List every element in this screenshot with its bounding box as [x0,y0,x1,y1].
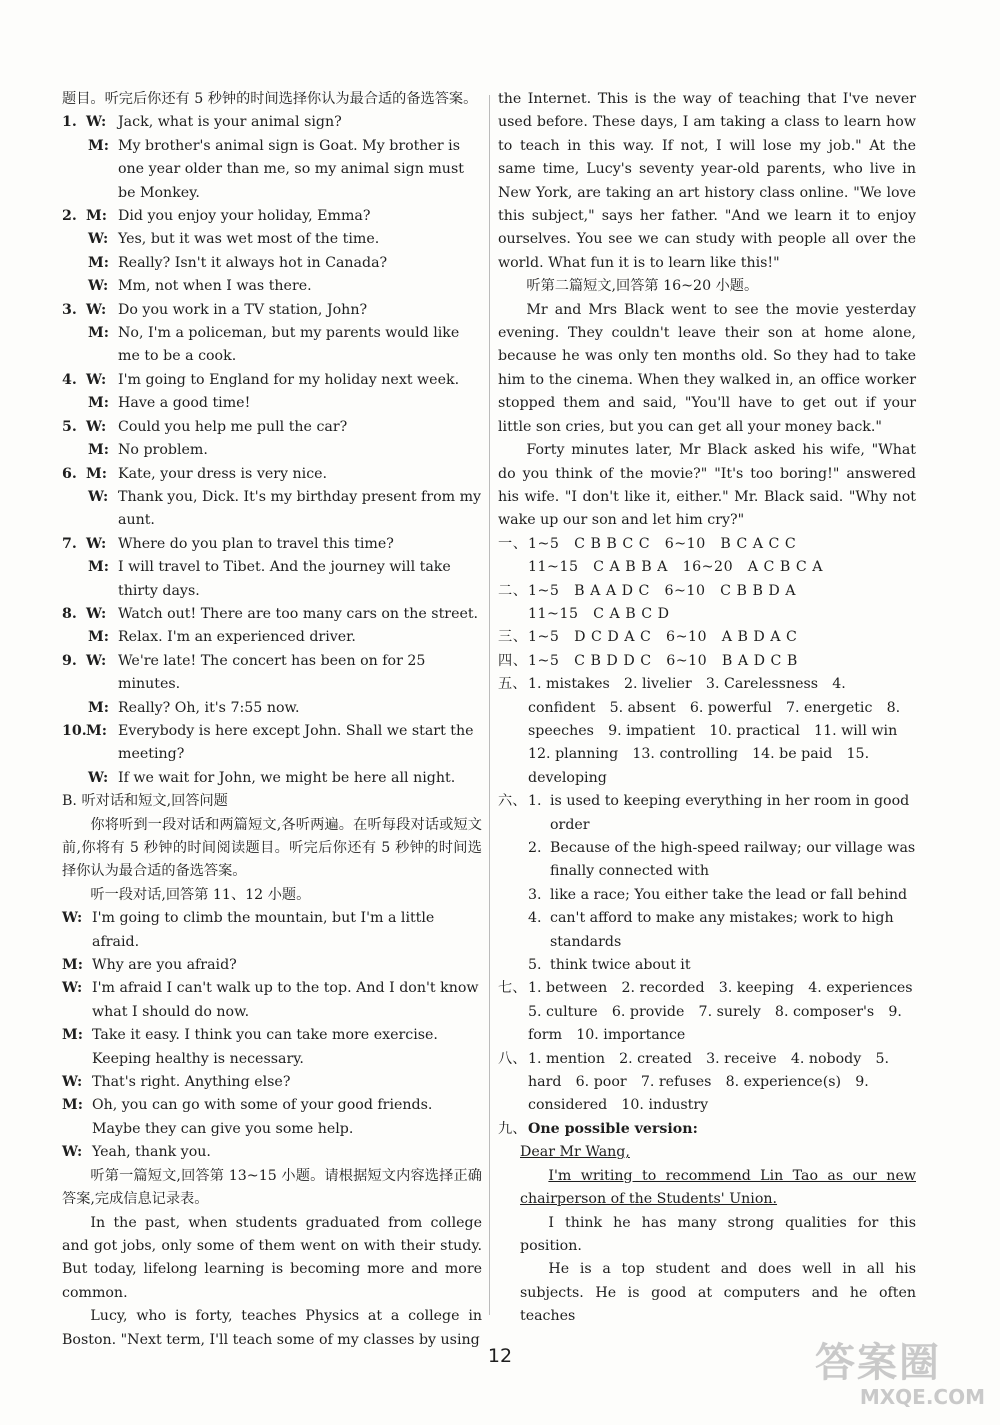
answer-line: 11~15 C A B B A 16~20 A C B C A [528,559,823,576]
dialog-number: 3. [62,301,77,318]
dialog-text: No, I'm a policeman, but my parents would like me to be a cook. [118,325,460,365]
letter-paragraph-1 [498,1165,916,1212]
section-6-item [528,884,916,907]
passage1-continued: the Internet. This is the way of teaching that I've never used before. These days, I am taking a class to learn how to teach in this way. If not, I will lose my job." At the same time, Lucy's seventy year-old parents, who live in New York, are taking an art history class online. "We love this subject," says her father. "And we learn it to enjoy ourselves. You see we can study with people all over the world. What fun it is to learn like this!" [498,91,916,271]
dialog-line [62,439,482,462]
dialog-line [62,135,482,205]
section-6-text: like a race; You either take the lead or fall behind [550,886,908,903]
speaker-label: M: [86,465,107,482]
speaker-label: W: [88,231,109,248]
dialog-line [62,486,482,533]
dialog-text: That's right. Anything else? [92,1074,291,1091]
section-8-label: 八、 [498,1050,527,1067]
speaker-label: W: [86,418,107,435]
dialog-text: Do you work in a TV station, John? [118,301,368,318]
dialog-line [62,463,482,486]
speaker-label: W: [86,301,107,318]
section-5-answers [498,673,916,790]
section-6-number: 2. [528,840,542,856]
dialog-number: 2. [62,208,77,225]
dialog-text: Take it easy. I think you can take more exercise. Keeping healthy is necessary. [92,1027,438,1067]
section-6-text: Because of the high-speed railway; our village was finally connected with [550,840,916,880]
dialog-item [62,205,482,299]
dialog-line [62,767,482,790]
dialog-2 [62,907,482,1164]
dialog-text: Yes, but it was wet most of the time. [118,231,380,248]
dialog-text: Oh, you can go with some of your good friends. Maybe they can give you some help. [92,1097,433,1137]
section-7-answers [498,977,927,1047]
section-6-number: 1. [528,793,542,810]
dialog-text: Really? Isn't it always hot in Canada? [118,254,388,271]
dialog-line [62,1024,482,1071]
answer-group-label: 一、 [498,535,528,552]
section-6-item [528,837,916,884]
dialog-text: Everybody is here except John. Shall we start the meeting? [118,722,474,763]
dialog-line [62,650,482,697]
dialog-number: 7. [62,535,77,552]
dialog-line [62,205,482,228]
speaker-label: M: [88,137,109,154]
answer-group [498,626,916,649]
speaker-label: M: [62,1027,83,1044]
dialog-item [62,533,482,603]
speaker-label: W: [86,371,107,388]
answer-line: 1~5 C B B C C 6~10 B C A C C [528,535,797,552]
answer-line: 1~5 C B D D C 6~10 B A D C B [528,652,798,669]
dialog-item [62,603,482,650]
dialog-text: Did you enjoy your holiday, Emma? [118,208,371,225]
column-divider [489,95,490,1315]
dialog-text: I will travel to Tibet. And the journey will take thirty days. [118,559,451,599]
dialog-item [62,720,482,790]
watermark-logo [815,1340,985,1420]
speaker-label: W: [62,1074,83,1091]
speaker-label: M: [86,208,107,225]
dialog-text: Relax. I'm an experienced driver. [118,629,356,646]
dialog-text: Mm, not when I was there. [118,278,312,295]
section-8-answers [498,1048,916,1118]
speaker-label: W: [62,980,83,997]
dialog-item [62,650,482,720]
dialog-line [62,556,482,603]
dialog-item [62,369,482,416]
speaker-label: M: [86,722,107,739]
dialog-line [62,626,482,649]
page-number: 12 [487,1345,513,1367]
speaker-label: W: [86,652,107,669]
dialog-list [62,111,482,790]
dialog-number: 9. [62,652,77,669]
section-5-label: 五、 [498,676,527,693]
speaker-label: M: [88,395,109,412]
speaker-label: M: [88,629,109,646]
dialog-text: No problem. [118,442,208,459]
passage2-paragraph-2: Forty minutes later, Mr Black asked his wife, "What do you think of the movie?" "It's too boring!" answered his wife. "I don't like it, either." Mr. Black said. "Why not wake up our son and let him cry?" [498,442,916,529]
passage1-paragraph-2: Lucy, who is forty, teaches Physics at a college in Boston. "Next term, I'll teach some of my classes by using [62,1308,482,1348]
speaker-label: M: [62,1097,83,1114]
section-9-title: One possible version: [528,1120,698,1137]
speaker-label: W: [86,605,107,622]
dialog-text: If we wait for John, we might be here all night. [118,769,456,786]
speaker-label: M: [88,254,109,271]
section-6-number: 5. [528,957,542,974]
dialog-text: I'm going to England for my holiday next week. [118,371,460,388]
letter-paragraph-1-text: I'm writing to recommend Lin Tao as our new chairperson of the Students' Union. [520,1167,916,1208]
dialog-instruction: 听一段对话,回答第 11、12 小题。 [90,886,311,903]
dialog-text: Jack, what is your animal sign? [118,114,342,131]
dialog-line [62,1071,482,1094]
section-9-label: 九、 [498,1120,527,1137]
section-6-item [528,790,916,837]
section-6-text: think twice about it [550,957,691,974]
answer-line: 1~5 D C D A C 6~10 A B D A C [528,629,798,646]
dialog-text: Have a good time! [118,395,251,412]
dialog-text: My brother's animal sign is Goat. My brother is one year older than me, so my animal sign must be Monkey. [118,137,464,201]
dialog-text: Could you help me pull the car? [118,418,348,435]
dialog-text: We're late! The concert has been on for 25 minutes. [118,652,426,693]
section-7-label: 七、 [498,980,527,997]
letter-paragraph-3: He is a top student and does well in all his subjects. He is good at computers and he often teaches [520,1261,916,1325]
answer-key [498,533,916,673]
letter-paragraph-2: I think he has many strong qualities for this position. [520,1214,916,1254]
section-8-text: 1. mention 2. created 3. receive 4. nobody 5. hard 6. poor 7. refuses 8. experience(s) 9. considered 10. industry [528,1050,890,1114]
dialog-number: 4. [62,371,77,388]
dialog-text: Yeah, thank you. [92,1144,211,1161]
speaker-label: M: [62,957,83,974]
dialog-line [62,533,482,556]
dialog-number: 6. [62,465,77,482]
dialog-number: 5. [62,418,77,435]
dialog-line [62,907,482,954]
section-b-heading: B. 听对话和短文,回答问题 [62,793,228,810]
section-6-item [528,907,916,954]
dialog-line [62,392,482,415]
answer-line: 1~5 B A A D C 6~10 C B B D A [528,582,797,599]
passage2-instruction: 听第二篇短文,回答第 16~20 小题。 [526,278,759,295]
dialog-line [62,697,482,720]
speaker-label: M: [88,559,109,576]
dialog-line [62,954,482,977]
dialog-text: Kate, your dress is very nice. [118,465,328,482]
dialog-text: Where do you plan to travel this time? [118,535,394,552]
dialog-text: Really? Oh, it's 7:55 now. [118,699,300,716]
dialog-item [62,111,482,205]
dialog-line [62,977,482,1024]
dialog-line [62,252,482,275]
section-6-number: 4. [528,910,542,927]
dialog-line [62,720,482,767]
dialog-line [62,1094,482,1141]
speaker-label: W: [62,1144,83,1161]
section-9-heading [498,1118,916,1141]
letter-greeting: Dear Mr Wang, [520,1144,630,1161]
watermark-chars: 答案圈 [815,1340,941,1386]
speaker-label: M: [88,325,109,342]
passage2-paragraph-1: Mr and Mrs Black went to see the movie yesterday evening. They couldn't leave their son at home alone, because he was only ten months old. So they had to take him to the cinema. When they walked in, an office worker stopped them and said, "You'll have to get out if your little son cries, but you can get all your money back." [498,301,916,435]
dialog-line [62,111,482,134]
speaker-label: W: [88,769,109,786]
dialog-text: I'm afraid I can't walk up to the top. And I don't know what I should do now. [92,980,479,1020]
watermark-url: MXQE.COM [859,1385,985,1409]
passage1-paragraph-1: In the past, when students graduated from college and got jobs, only some of them went on with their study. But today, lifelong learning is becoming more and more common. [62,1214,482,1301]
dialog-line [62,299,482,322]
answer-group-label: 二、 [498,582,528,599]
speaker-label: W: [62,910,83,927]
dialog-line [62,228,482,251]
answer-group-label: 四、 [498,652,528,669]
answer-line: 11~15 C A B C D [528,605,670,622]
dialog-text: Thank you, Dick. It's my birthday present from my aunt. [118,488,482,529]
intro-text: 题目。听完后你还有 5 秒钟的时间选择你认为最合适的备选答案。 [62,91,478,107]
dialog-line [62,603,482,626]
speaker-label: M: [88,442,109,459]
speaker-label: W: [86,535,107,552]
section-6-list [528,790,916,977]
section-6-item [528,954,916,977]
speaker-label: M: [88,699,109,716]
speaker-label: W: [88,488,109,505]
speaker-label: W: [86,114,107,131]
dialog-line [62,1141,482,1164]
dialog-item [62,299,482,369]
section-b-description: 你将听到一段对话和两篇短文,各听两遍。在听每段对话或短文前,你将有 5 秒钟的时间阅读题目。听完后你还有 5 秒钟的时间选择你认为最合适的备选答案。 [62,816,482,880]
section-6-text: can't afford to make any mistakes; work to high standards [550,910,894,950]
section-6-label: 六、 [498,793,527,810]
dialog-number: 1. [62,114,77,131]
right-column [498,88,927,1329]
dialog-line [62,275,482,298]
dialog-number: 10. [62,722,87,739]
answer-group [498,650,916,673]
section-5-text: 1. mistakes 2. livelier 3. Carelessness 4. confident 5. absent 6. powerful 7. energetic 8. speeches 9. impatient 10. practical 11. will win 12. planning 13. controlling 14. be paid 15. developing [528,676,912,786]
left-column [62,88,482,1352]
dialog-line [62,322,482,369]
dialog-item [62,416,482,463]
answer-group [498,533,916,580]
section-6-number: 3. [528,886,542,903]
section-6-text: is used to keeping everything in her room in good order [550,793,910,833]
dialog-line [62,369,482,392]
dialog-number: 8. [62,605,77,622]
speaker-label: W: [88,278,109,295]
dialog-item [62,463,482,533]
dialog-text: Why are you afraid? [92,957,237,974]
answer-group-label: 三、 [498,629,528,646]
section-7-text: 1. between 2. recorded 3. keeping 4. experiences 5. culture 6. provide 7. surely 8. composer's 9. form 10. importance [528,980,927,1044]
dialog-text: I'm going to climb the mountain, but I'm a little afraid. [92,910,435,950]
dialog-text: Watch out! There are too many cars on the street. [118,605,479,622]
dialog-line [62,416,482,439]
passage1-instruction: 听第一篇短文,回答第 13~15 小题。请根据短文内容选择正确答案,完成信息记录表。 [62,1167,482,1208]
section-6-answers [498,790,916,977]
answer-group [498,580,916,627]
